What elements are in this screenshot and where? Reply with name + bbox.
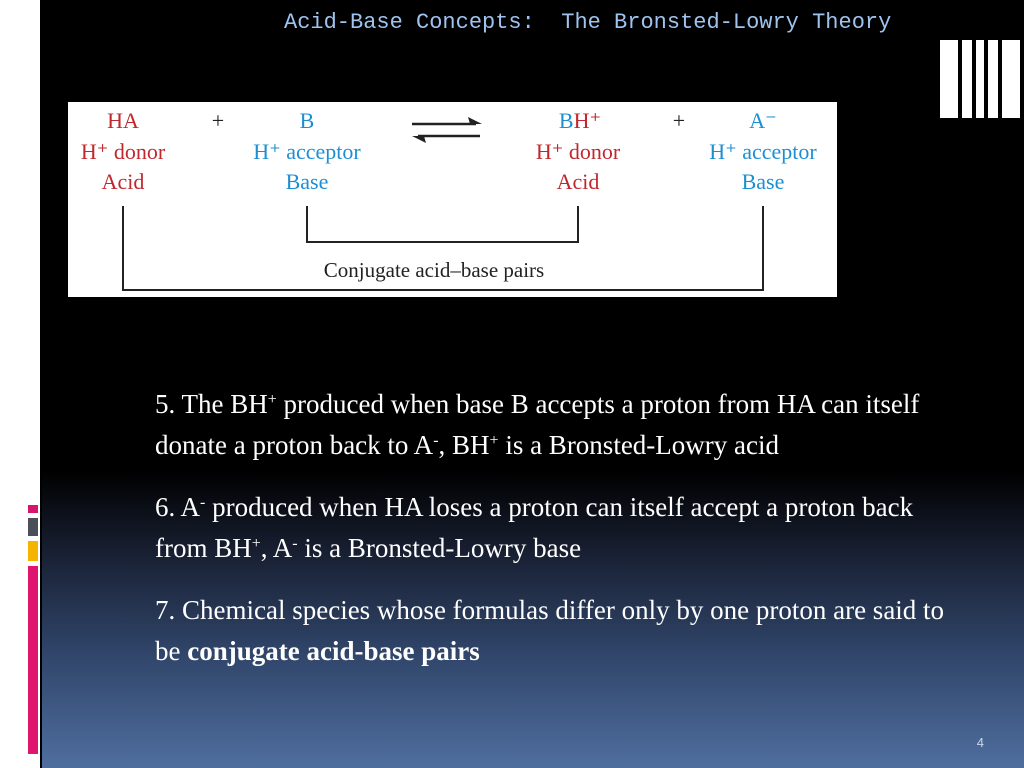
conjugate-pairs-label: Conjugate acid–base pairs [323,258,545,282]
slide-body [155,384,965,693]
species-ha-role: H⁺ donor [80,139,166,164]
left-divider-line [40,0,42,768]
inner-conjugate-bracket [307,206,578,242]
point-5: 5. The BH+ produced when base B accepts a proton from HA can itself donate a proton back to A-, BH+ is a Bronsted-Lowry acid [155,389,920,460]
plus-sign-left: + [211,108,225,133]
plus-sign-right: + [672,108,686,133]
accent-bar-pink-small [28,505,38,513]
point-6: 6. A- produced when HA loses a proton can itself accept a proton back from BH+, A- is a Bronsted-Lowry base [155,492,914,563]
species-b-formula: B [299,108,315,133]
equilibrium-arrows-icon [412,117,482,143]
page-number: 4 [976,735,984,750]
window-panes-icon [940,40,1020,118]
species-b-role: H⁺ acceptor [253,139,361,164]
accent-bar-pink-long [28,566,38,754]
slide-title: Acid-Base Concepts: The Bronsted-Lowry Theory [284,10,892,35]
species-ha-type: Acid [101,169,145,194]
point-7: 7. Chemical species whose formulas differ only by one proton are said to be conjugate acid-base pairs [155,595,945,666]
species-bh-type: Acid [556,169,600,194]
species-a-type: Base [741,169,785,194]
species-ha-formula: HA [107,108,139,133]
species-bh-formula: BH⁺ [558,108,602,133]
species-bh-role: H⁺ donor [535,139,621,164]
conjugate-pairs-diagram [68,102,837,297]
species-a-role: H⁺ acceptor [709,139,817,164]
accent-bar-gray [28,518,38,536]
accent-bar-yellow [28,541,38,561]
species-a-formula: A⁻ [749,108,777,133]
species-b-type: Base [285,169,329,194]
